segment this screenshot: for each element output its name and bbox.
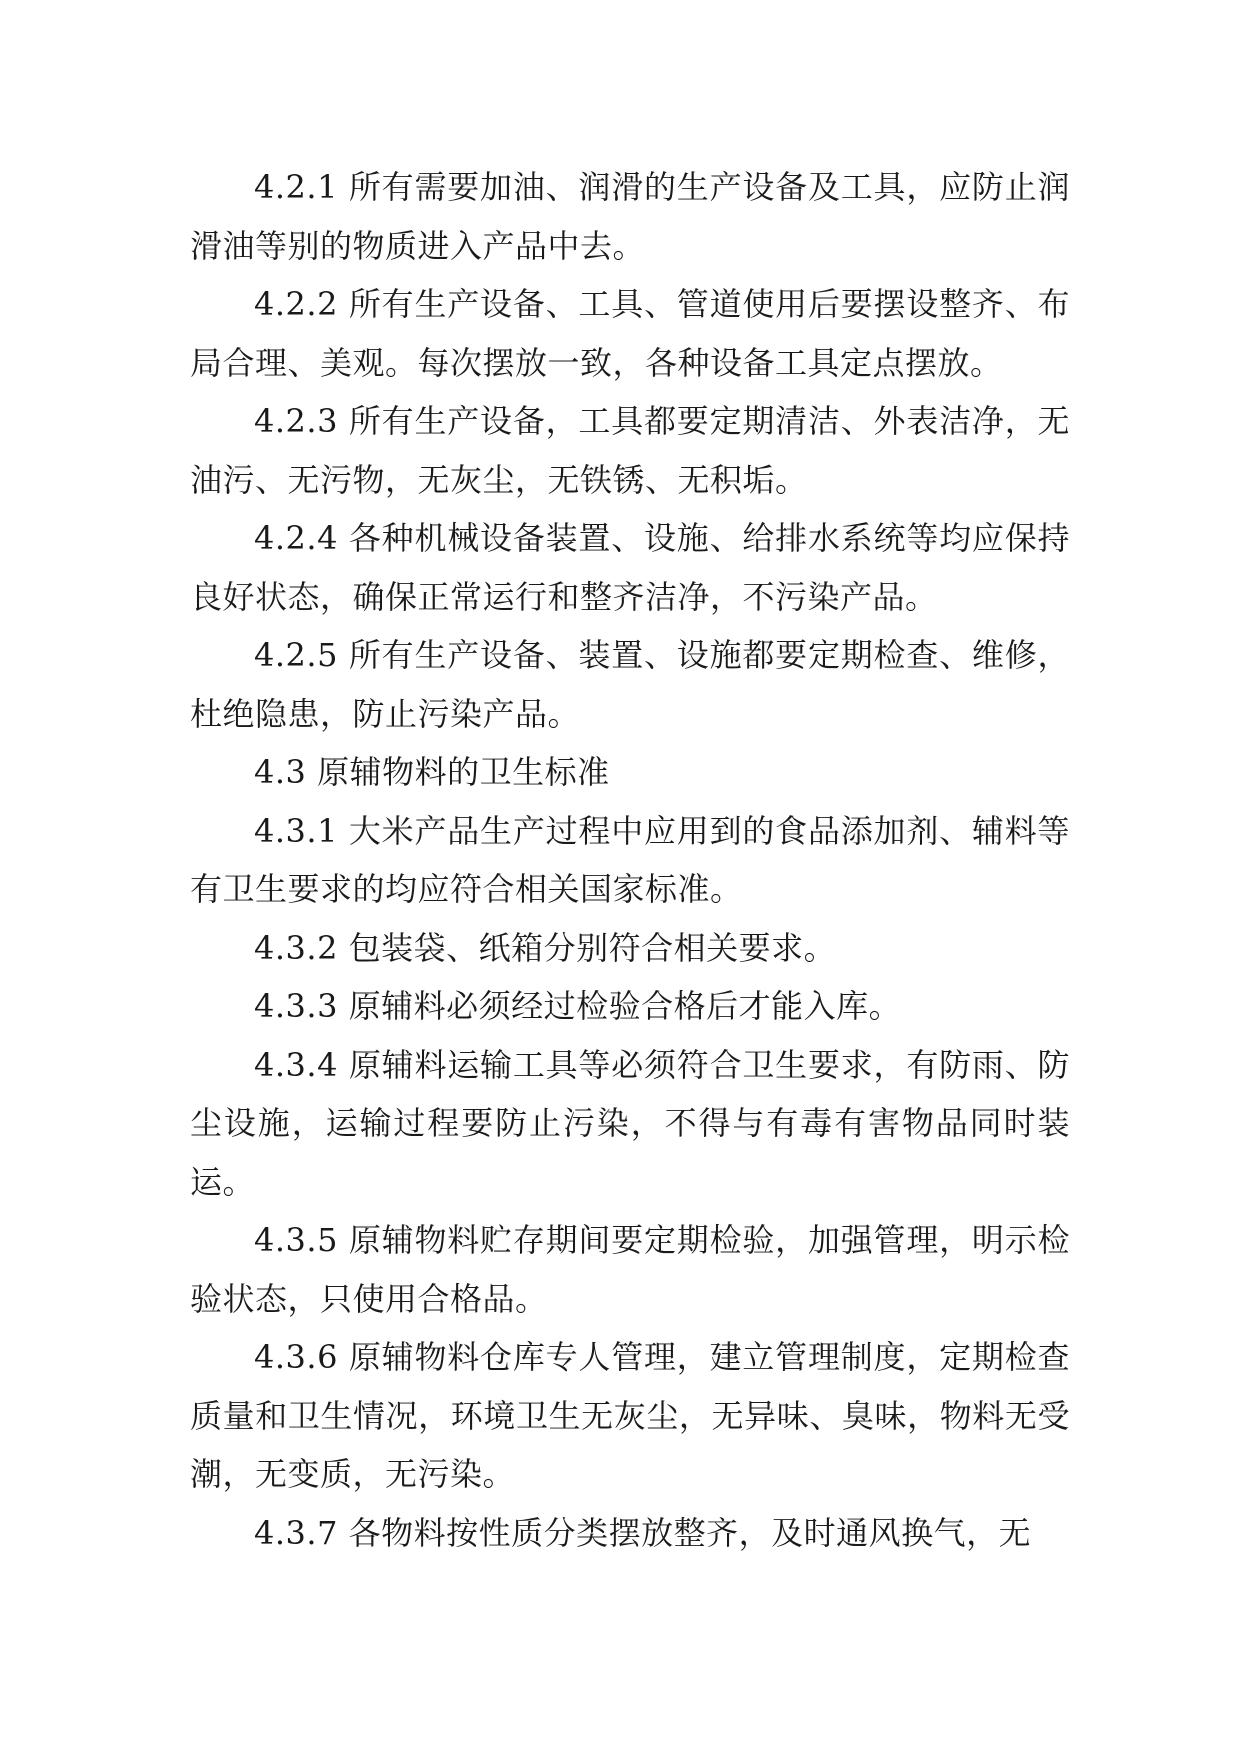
section-heading-4-3: 4.3 原辅物料的卫生标准 [254,753,610,791]
paragraph-4-2-3: 4.2.3 所有生产设备，工具都要定期清洁、外表洁净，无油污、无污物，无灰尘，无铁锈、无积垢。 [190,402,1070,499]
paragraph-4-3-5: 4.3.5 原辅物料贮存期间要定期检验，加强管理，明示检验状态，只使用合格品。 [190,1221,1070,1318]
paragraph-4-3-3: 4.3.3 原辅料必须经过检验合格后才能入库。 [254,987,902,1025]
paragraph-4-3-6: 4.3.6 原辅物料仓库专人管理，建立管理制度，定期检查质量和卫生情况，环境卫生无灰尘，无异味、臭味，物料无受潮，无变质，无污染。 [190,1338,1070,1493]
paragraph-4-3-2: 4.3.2 包装袋、纸箱分别符合相关要求。 [254,928,837,967]
document-body [190,158,1070,1562]
paragraph-4-2-1: 4.2.1 所有需要加油、润滑的生产设备及工具，应防止润滑油等别的物质进入产品中去。 [190,168,1070,265]
paragraph-4-2-4: 4.2.4 各种机械设备装置、设施、给排水系统等均应保持良好状态，确保正常运行和整齐洁净，不污染产品。 [190,519,1070,616]
paragraph-4-3-4: 4.3.4 原辅料运输工具等必须符合卫生要求，有防雨、防尘设施，运输过程要防止污染，不得与有毒有害物品同时装运。 [190,1045,1070,1201]
paragraph-4-2-5: 4.2.5 所有生产设备、装置、设施都要定期检查、维修，杜绝隐患，防止污染产品。 [190,636,1070,733]
paragraph-4-3-7: 4.3.7 各物料按性质分类摆放整齐，及时通风换气，无 [254,1513,1032,1552]
paragraph-4-3-1: 4.3.1 大米产品生产过程中应用到的食品添加剂、辅料等有卫生要求的均应符合相关国家标准。 [190,811,1070,908]
paragraph-4-2-2: 4.2.2 所有生产设备、工具、管道使用后要摆设整齐、布局合理、美观。每次摆放一致，各种设备工具定点摆放。 [190,285,1070,382]
